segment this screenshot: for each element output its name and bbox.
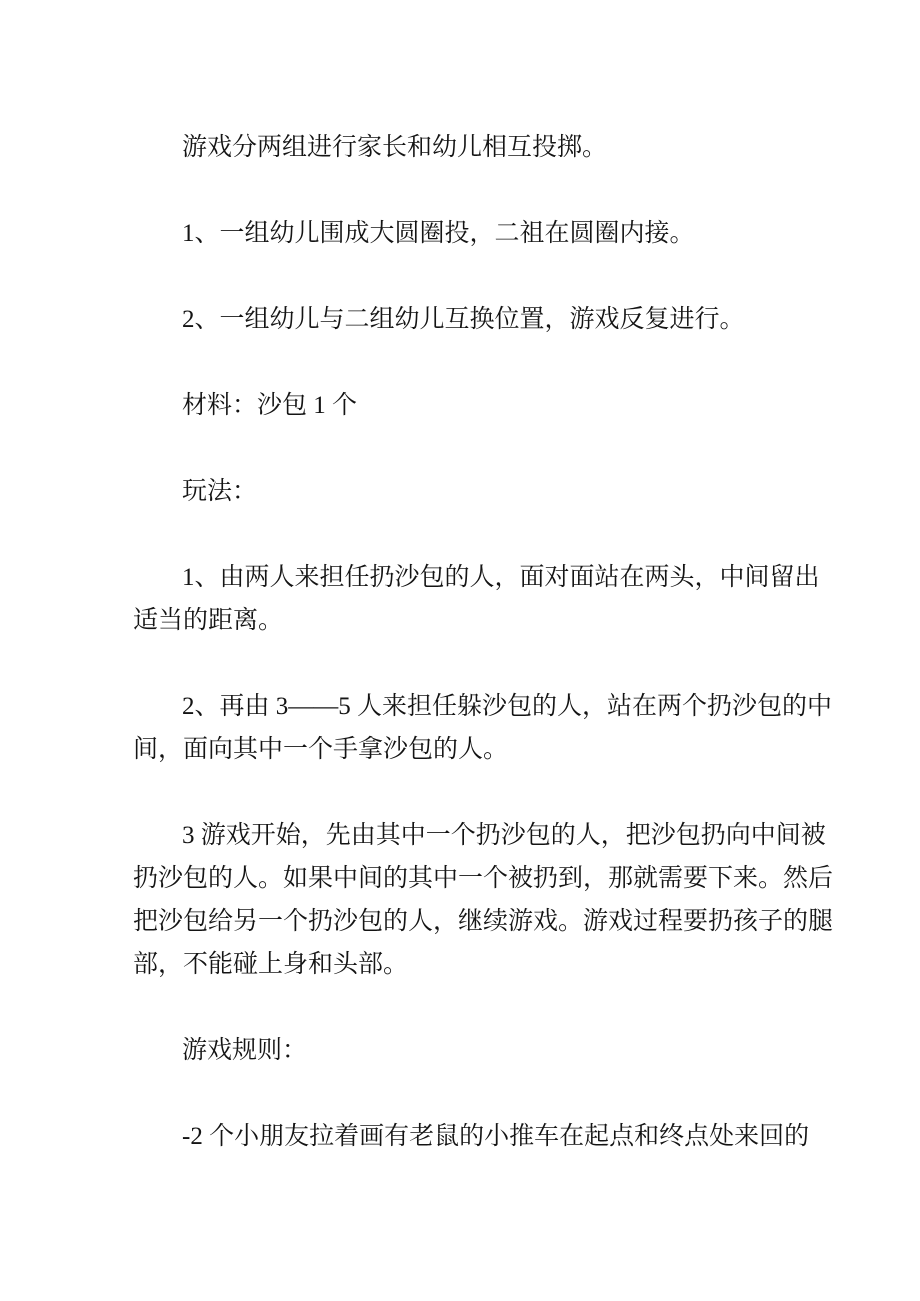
paragraph: [133, 814, 835, 986]
paragraph-first-line: 材料：沙包 1 个: [182, 392, 358, 419]
paragraph-line: 部，不能碰上身和头部。: [133, 951, 409, 978]
paragraph-first-line: 2、一组幼儿与二组幼儿互换位置，游戏反复进行。: [182, 306, 745, 333]
paragraph-first-line: 游戏规则：: [182, 1037, 308, 1064]
paragraph-first-line: 1、由两人来担任扔沙包的人，面对面站在两头，中间留出: [182, 564, 820, 591]
paragraph-first-line: 3 游戏开始，先由其中一个扔沙包的人，把沙包扔向中间被: [182, 822, 826, 849]
paragraph: [133, 470, 835, 513]
paragraph: [133, 384, 835, 427]
paragraph-line: 适当的距离。: [133, 607, 284, 634]
paragraph: [133, 212, 835, 255]
paragraph-first-line: 1、一组幼儿围成大圆圈投，二祖在圆圈内接。: [182, 220, 695, 247]
paragraph: [133, 126, 835, 169]
paragraph-first-line: 2、再由 3——5 人来担任躲沙包的人，站在两个扔沙包的中: [182, 693, 833, 720]
paragraph-first-line: -2 个小朋友拉着画有老鼠的小推车在起点和终点处来回的: [182, 1123, 810, 1150]
paragraph-first-line: 游戏分两组进行家长和幼儿相互投掷。: [182, 134, 608, 161]
paragraph-line: 间，面向其中一个手拿沙包的人。: [133, 736, 509, 763]
paragraph: [133, 556, 835, 642]
paragraph-line: 扔沙包的人。如果中间的其中一个被扔到，那就需要下来。然后: [133, 865, 834, 892]
paragraph-first-line: 玩法：: [182, 478, 258, 505]
paragraph: [133, 1029, 835, 1072]
paragraph: [133, 685, 835, 771]
paragraph-line: 把沙包给另一个扔沙包的人，继续游戏。游戏过程要扔孩子的腿: [133, 908, 834, 935]
paragraph: [133, 1115, 835, 1158]
paragraph: [133, 298, 835, 341]
document-body: [133, 126, 835, 1158]
